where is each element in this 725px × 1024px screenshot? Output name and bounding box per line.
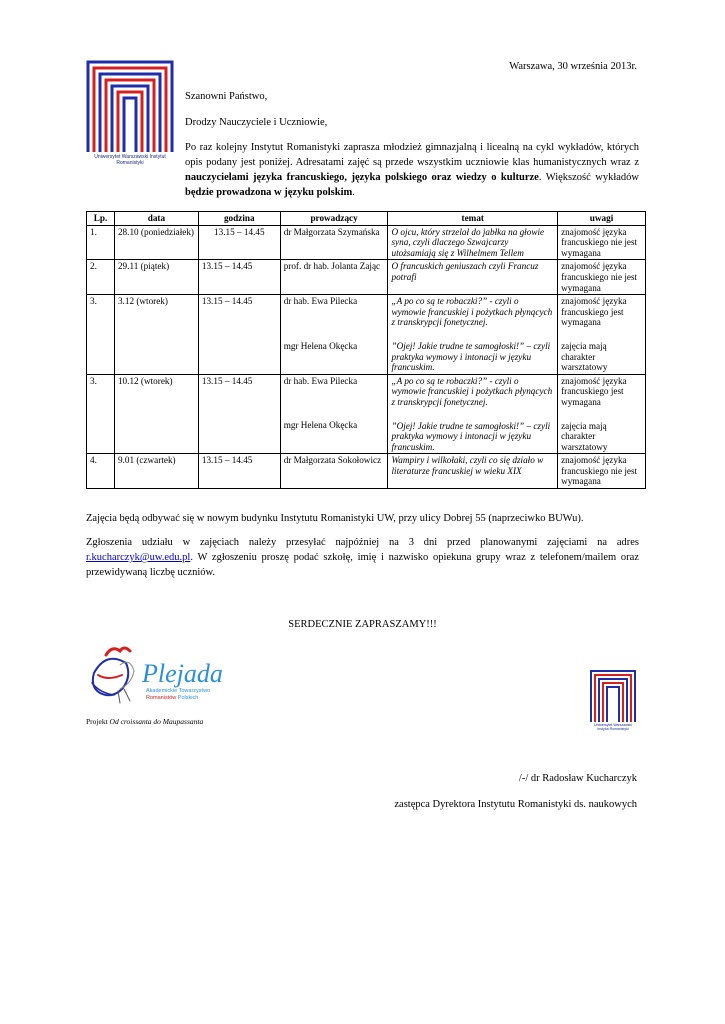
intro-text-1: Po raz kolejny Instytut Romanistyki zaprasza młodzież gimnazjalną i licealną na cykl wykładów, których opis podany jest poniżej. Adresatami zajęć są przede wszystkim uczniowie klas humanistycznych wraz z bbox=[185, 142, 639, 168]
intro-text-2: . Większość wykładów bbox=[538, 172, 639, 183]
cell-prowadzacy: dr Małgorzata Szymańska bbox=[280, 225, 388, 260]
submission-text-1: Zgłoszenia udziału w zajęciach należy przesyłać najpóźniej na 3 dni przed planowanymi zajęciami na adres bbox=[86, 537, 639, 548]
intro-bold-1: nauczycielami języka francuskiego, języka polskiego oraz wiedzy o kulturze bbox=[185, 172, 539, 183]
project-prefix: Projekt bbox=[86, 717, 110, 726]
cell-uwagi: znajomość języka francuskiego nie jest wymagana bbox=[558, 454, 646, 489]
cell-godzina: 13.15 – 14.45 bbox=[198, 295, 280, 375]
table-row bbox=[87, 260, 646, 295]
column-header: Lp. bbox=[87, 212, 115, 226]
invitation-text: SERDECZNIE ZAPRASZAMY!!! bbox=[288, 619, 437, 630]
cell-temat bbox=[388, 295, 558, 375]
plejada-line-1: Akademickie bbox=[146, 688, 178, 694]
table-header-row bbox=[87, 212, 646, 226]
column-header: uwagi bbox=[558, 212, 646, 226]
university-logo-small bbox=[590, 670, 636, 734]
cell-lp: 4. bbox=[87, 454, 115, 489]
cell-data: 29.11 (piątek) bbox=[114, 260, 198, 295]
cell-lp: 1. bbox=[87, 225, 115, 260]
intro-text-3: . bbox=[352, 187, 355, 198]
submission-text-2: . W zgłoszeniu proszę podać szkołę, imię i nazwisko opiekuna grupy wraz z telefonem/mailem oraz przewidywaną liczbę uczniów. bbox=[86, 552, 639, 578]
cell-uwagi: znajomość języka francuskiego nie jest wymagana bbox=[558, 260, 646, 295]
cell-lp: 3. bbox=[87, 374, 115, 454]
project-title: Od croissanta do Maupassanta bbox=[109, 717, 204, 726]
cell-prowadzacy: prof. dr hab. Jolanta Zając bbox=[280, 260, 388, 295]
plejada-subtitle bbox=[146, 688, 210, 702]
table-row bbox=[87, 295, 646, 375]
topic-text: „A po co są te robaczki?” - czyli o wymowie francuskiej i pożytkach płynących z transkrypcji fonetycznej. bbox=[391, 296, 553, 328]
plejada-line-2: Towarzystwo bbox=[178, 688, 211, 694]
intro-paragraph bbox=[185, 140, 639, 200]
note-text: zajęcia mają charakter warsztatowy bbox=[561, 420, 608, 452]
cell-data: 3.12 (wtorek) bbox=[114, 295, 198, 375]
column-header: data bbox=[114, 212, 198, 226]
note-text: zajęcia mają charakter warsztatowy bbox=[561, 340, 608, 373]
cell-godzina: 13.15 – 14.45 bbox=[198, 374, 280, 454]
signature-name: /-/ dr Radosław Kucharczyk bbox=[518, 773, 637, 784]
cell-uwagi bbox=[558, 374, 646, 454]
intro-bold-2: będzie prowadzona w języku polskim bbox=[185, 187, 353, 198]
plejada-line-4: Polskich bbox=[177, 695, 199, 701]
location-paragraph: Zajęcia będą odbywać się w nowym budynku Instytutu Romanistyki UW, przy ulicy Dobrej 55 (naprzeciwko BUWu). bbox=[86, 513, 584, 524]
cell-lp: 2. bbox=[87, 260, 115, 295]
topic-text: „A po co są te robaczki?” - czyli o wymowie francuskiej i pożytkach płynących z transkrypcji fonetycznej. bbox=[391, 375, 553, 407]
project-caption bbox=[86, 717, 203, 726]
cell-godzina: 13.15 – 14.45 bbox=[198, 260, 280, 295]
lecturer-name: dr hab. Ewa Pilecka bbox=[283, 296, 358, 307]
cell-uwagi: znajomość języka francuskiego nie jest wymagana bbox=[558, 225, 646, 260]
topic-text: ”Ojej! Jakie trudne te samogłoski!” – czyli praktyka wymowy i intonacji w języku francuskim. bbox=[391, 420, 551, 452]
logo-caption-small: Uniwersytet Warszawski Instytut Romanistyki bbox=[594, 723, 632, 731]
topic-text: ”Ojej! Jakie trudne te samogłoski!” – czyli praktyka wymowy i intonacji w języku francuskim. bbox=[391, 340, 551, 373]
cell-prowadzacy bbox=[280, 374, 388, 454]
university-logo bbox=[86, 60, 174, 178]
cell-data: 28.10 (poniedziałek) bbox=[114, 225, 198, 260]
lecturer-name: mgr Helena Okęcka bbox=[283, 420, 358, 431]
table-row bbox=[87, 374, 646, 454]
table-row bbox=[87, 454, 646, 489]
lecturer-name: mgr Helena Okęcka bbox=[283, 340, 358, 351]
note-text: znajomość języka francuskiego jest wymagana bbox=[561, 296, 627, 328]
cell-temat: O ojcu, który strzelał do jabłka na głowie syna, czyli dlaczego Szwajcarzy utożsamiają się z Wilhelmem Tellem bbox=[388, 225, 558, 260]
cell-data: 9.01 (czwartek) bbox=[114, 454, 198, 489]
cell-lp: 3. bbox=[87, 295, 115, 375]
email-link[interactable]: r.kucharczyk@uw.edu.pl bbox=[86, 552, 191, 563]
cell-godzina: 13.15 – 14.45 bbox=[198, 225, 280, 260]
column-header: prowadzący bbox=[280, 212, 388, 226]
greeting-line-2: Drodzy Nauczyciele i Uczniowie, bbox=[185, 117, 328, 128]
greeting-line-1: Szanowni Państwo, bbox=[185, 91, 268, 102]
plejada-logo bbox=[84, 643, 224, 709]
lecturer-name: dr hab. Ewa Pilecka bbox=[283, 375, 358, 386]
letter-date: Warszawa, 30 września 2013r. bbox=[509, 61, 637, 72]
column-header: godzina bbox=[198, 212, 280, 226]
lecture-schedule-table bbox=[86, 211, 646, 489]
note-text: znajomość języka francuskiego jest wymagana bbox=[561, 375, 627, 407]
plejada-line-3: Romanistów bbox=[146, 695, 177, 701]
cell-temat: O francuskich geniuszach czyli Francuz potrafi bbox=[388, 260, 558, 295]
table-row bbox=[87, 225, 646, 260]
column-header: temat bbox=[388, 212, 558, 226]
cell-temat bbox=[388, 374, 558, 454]
cell-prowadzacy: dr Małgorzata Sokołowicz bbox=[280, 454, 388, 489]
cell-data: 10.12 (wtorek) bbox=[114, 374, 198, 454]
submission-paragraph bbox=[86, 535, 639, 580]
cell-godzina: 13.15 – 14.45 bbox=[198, 454, 280, 489]
cell-temat: Wampiry i wilkołaki, czyli co się działo w literaturze francuskiej w wieku XIX bbox=[388, 454, 558, 489]
signature-role: zastępca Dyrektora Instytutu Romanistyki ds. naukowych bbox=[394, 799, 637, 810]
cell-prowadzacy bbox=[280, 295, 388, 375]
cell-uwagi bbox=[558, 295, 646, 375]
logo-caption: Uniwersytet Warszawski Instytut Romanistyki bbox=[94, 154, 166, 166]
plejada-name: Plejada bbox=[142, 659, 223, 688]
